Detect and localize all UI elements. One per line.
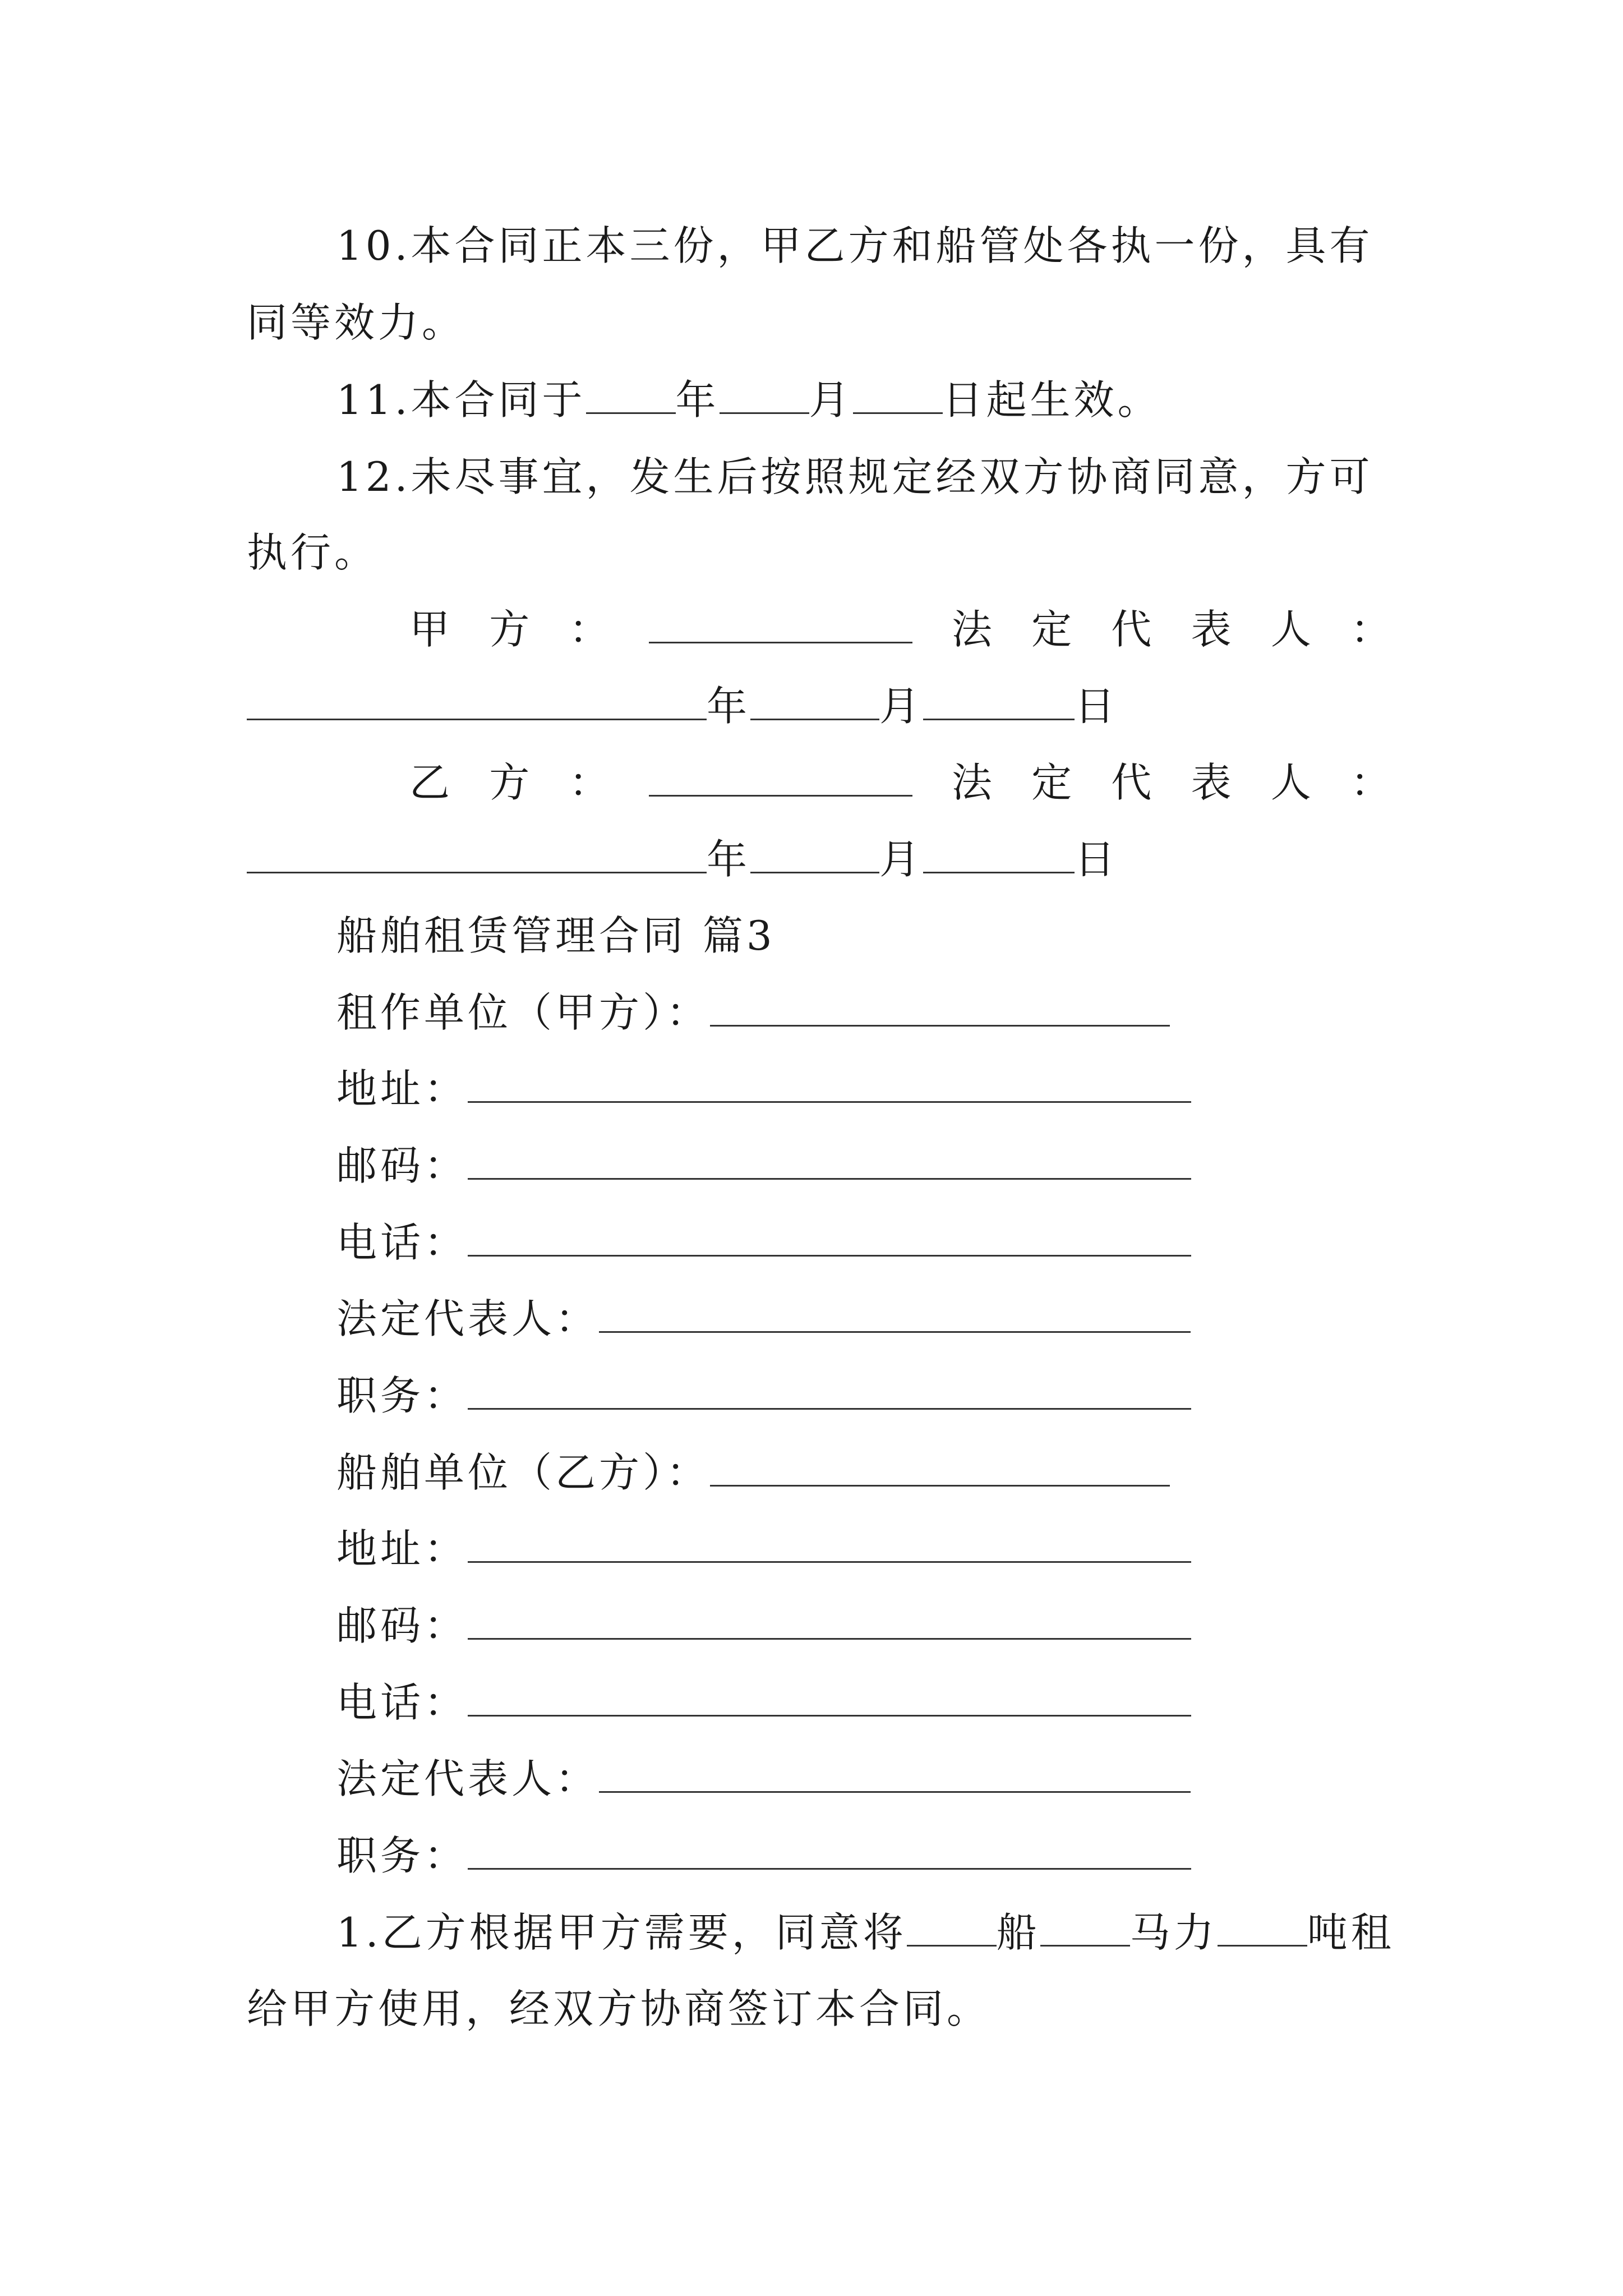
field-blank[interactable] — [468, 1526, 1191, 1563]
party-b-day-label: 日 — [1075, 836, 1119, 883]
field-blank[interactable] — [468, 1143, 1191, 1180]
party-a-field-phone — [336, 1217, 1191, 1268]
tonnage-blank[interactable] — [1218, 1910, 1307, 1947]
field-label: 邮码： — [336, 1142, 468, 1189]
party-a-day-blank[interactable] — [923, 684, 1075, 720]
party-a-rep-2: 定 — [1031, 606, 1072, 653]
field-blank[interactable] — [468, 1603, 1191, 1640]
party-b-label-3: ： — [569, 759, 610, 806]
party-a-rep-5: 人 — [1270, 606, 1311, 653]
field-label: 电话： — [336, 1679, 468, 1726]
horsepower-label: 马力 — [1129, 1909, 1218, 1956]
party-a-month-label: 月 — [879, 683, 924, 730]
field-label: 租作单位（甲方）： — [336, 989, 711, 1036]
clause-10-line-2: 同等效力。 — [247, 299, 466, 346]
field-label: 电话： — [336, 1219, 468, 1266]
field-label: 地址： — [336, 1065, 468, 1112]
field-label: 职务： — [336, 1372, 468, 1419]
party-a-signature-row — [409, 604, 1391, 655]
party-a-name-blank[interactable] — [649, 607, 912, 643]
ship-blank[interactable] — [907, 1910, 997, 1947]
party-a-label-2: 方 — [489, 606, 530, 653]
section-title: 船舶租赁管理合同 篇3 — [336, 912, 776, 959]
party-a-label-3: ： — [569, 606, 610, 653]
clause-12-line-2: 执行。 — [247, 529, 379, 576]
party-b-field-representative — [336, 1754, 1191, 1804]
clause-10-line-1: 10.本合同正本三份，甲乙方和船管处各执一份，具有 — [336, 222, 1373, 269]
party-b-month-label: 月 — [879, 836, 924, 883]
ship-label: 船 — [996, 1909, 1040, 1956]
field-blank[interactable] — [468, 1833, 1191, 1870]
field-label: 船舶单位（乙方）： — [336, 1449, 711, 1496]
clause-11-prefix: 11.本合同于 — [336, 376, 586, 424]
clause-11-suffix: 日起生效。 — [942, 376, 1161, 424]
party-a-rep-1: 法 — [951, 606, 992, 653]
day-blank[interactable] — [853, 378, 943, 414]
field-blank[interactable] — [468, 1373, 1191, 1410]
field-blank[interactable] — [468, 1220, 1191, 1257]
party-b-rep-4: 表 — [1191, 759, 1232, 806]
field-blank[interactable] — [599, 1296, 1191, 1333]
party-b-rep-6: ： — [1350, 759, 1391, 806]
field-label: 地址： — [336, 1525, 468, 1572]
clause-1-line-1 — [336, 1907, 1481, 1958]
party-b-field-unit — [336, 1447, 1170, 1498]
party-a-rep-6: ： — [1350, 606, 1391, 653]
year-label: 年 — [675, 376, 720, 424]
field-blank[interactable] — [710, 990, 1170, 1027]
party-a-year-label: 年 — [707, 683, 751, 730]
party-a-day-label: 日 — [1075, 683, 1119, 730]
party-a-field-position — [336, 1370, 1191, 1421]
field-label: 职务： — [336, 1832, 468, 1879]
party-b-name-blank[interactable] — [649, 760, 912, 797]
party-b-label-1: 乙 — [409, 759, 450, 806]
field-blank[interactable] — [468, 1066, 1191, 1103]
party-b-label-2: 方 — [489, 759, 530, 806]
party-b-rep-3: 代 — [1111, 759, 1152, 806]
party-a-field-representative — [336, 1294, 1191, 1344]
party-b-rep-1: 法 — [951, 759, 992, 806]
party-a-field-address — [336, 1064, 1191, 1114]
party-b-date-row — [247, 834, 1391, 885]
party-a-month-blank[interactable] — [750, 684, 879, 720]
party-b-rep-blank[interactable] — [247, 837, 707, 873]
party-b-field-position — [336, 1830, 1191, 1881]
field-label: 法定代表人： — [336, 1755, 600, 1802]
party-b-signature-row — [409, 757, 1391, 808]
clause-1-prefix: 1.乙方根据甲方需要，同意将 — [336, 1909, 907, 1956]
tonnage-label: 吨租 — [1307, 1909, 1395, 1956]
month-label: 月 — [809, 376, 853, 424]
party-a-rep-3: 代 — [1111, 606, 1152, 653]
party-b-rep-2: 定 — [1031, 759, 1072, 806]
party-b-day-blank[interactable] — [923, 837, 1075, 873]
party-a-date-row — [247, 681, 1391, 731]
month-blank[interactable] — [720, 378, 809, 414]
party-a-field-unit — [336, 987, 1170, 1038]
party-b-field-phone — [336, 1677, 1191, 1728]
party-b-field-postcode — [336, 1600, 1191, 1651]
party-b-rep-5: 人 — [1270, 759, 1311, 806]
party-a-label-1: 甲 — [409, 606, 450, 653]
party-a-rep-blank[interactable] — [247, 684, 707, 720]
horsepower-blank[interactable] — [1040, 1910, 1130, 1947]
party-b-month-blank[interactable] — [750, 837, 879, 873]
field-blank[interactable] — [468, 1680, 1191, 1717]
party-b-year-label: 年 — [707, 836, 751, 883]
party-a-field-postcode — [336, 1140, 1191, 1191]
field-label: 邮码： — [336, 1602, 468, 1649]
clause-1-line-2: 给甲方使用，经双方协商签订本合同。 — [247, 1985, 991, 2032]
party-b-field-address — [336, 1524, 1191, 1574]
field-label: 法定代表人： — [336, 1295, 600, 1342]
field-blank[interactable] — [710, 1450, 1170, 1487]
party-a-rep-4: 表 — [1191, 606, 1232, 653]
field-blank[interactable] — [599, 1756, 1191, 1793]
year-blank[interactable] — [586, 378, 676, 414]
clause-12-line-1: 12.未尽事宜，发生后按照规定经双方协商同意，方可 — [336, 453, 1373, 500]
clause-11 — [336, 375, 1481, 425]
